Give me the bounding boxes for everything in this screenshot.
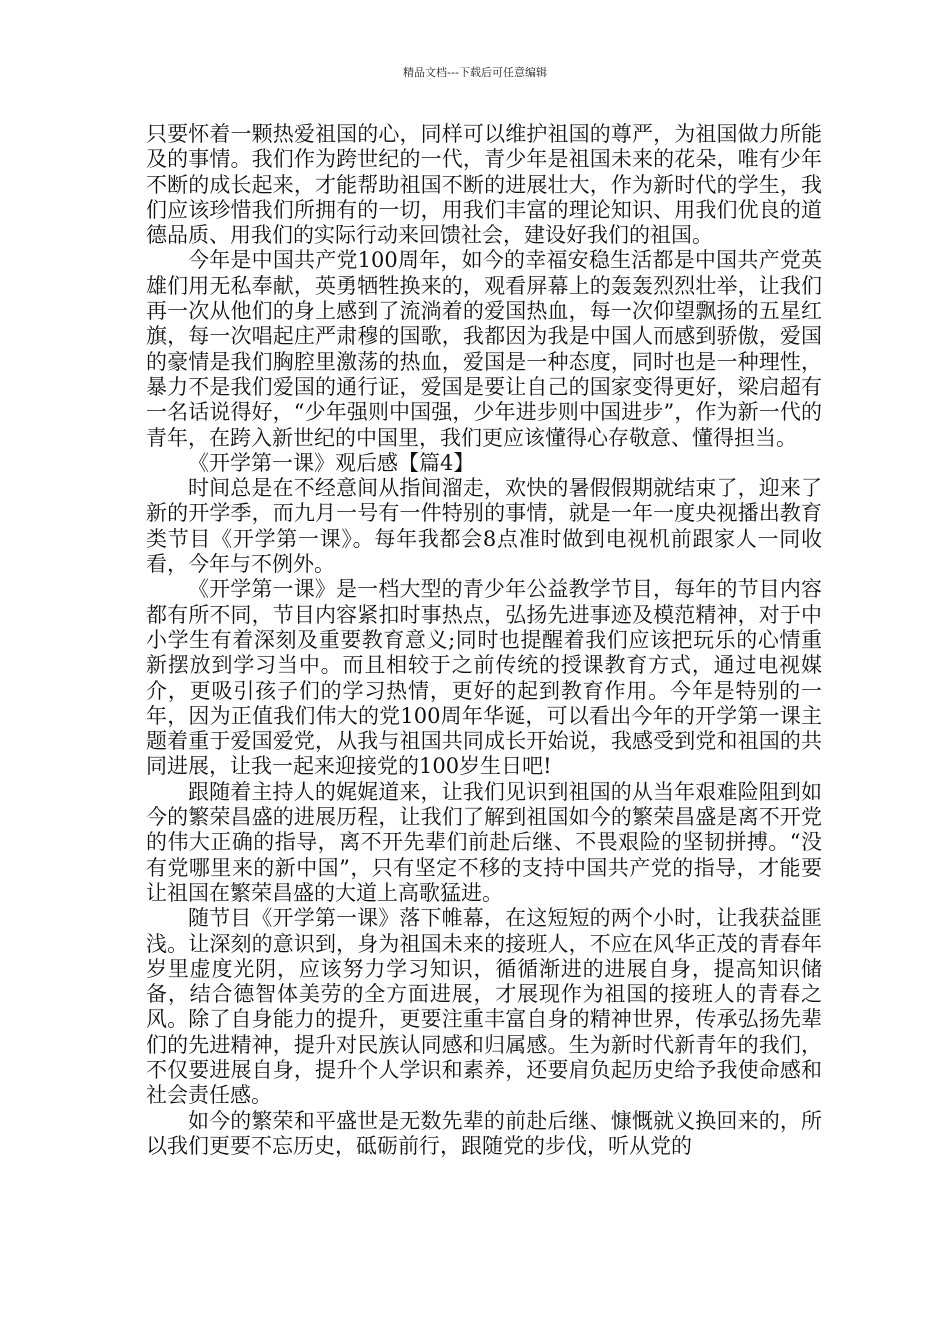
section-heading: 《开学第一课》观后感【篇4】 — [188, 450, 475, 475]
paragraph: 如今的繁荣和平盛世是无数先辈的前赴后继、慷慨就义换回来的，所以我们更要不忘历史，砥砺前行，跟随党的步伐，听从党的 — [146, 1108, 822, 1158]
page-header: 精品文档---下载后可任意编辑 — [403, 66, 547, 79]
document-body — [146, 122, 822, 1159]
paragraph: 随节目《开学第一课》落下帷幕，在这短短的两个小时，让我获益匪浅。让深刻的意识到，身为祖国未来的接班人，不应在风华正茂的青春年岁里虚度光阴，应该努力学习知识，循循渐进的进展自身，提高知识储备，结合德智体美劳的全方面进展，才展现作为祖国的接班人的青春之风。除了自身能力的提升，更要注重丰富自身的精神世界，传承弘扬先辈们的先进精神，提升对民族认同感和归属感。生为新时代新青年的我们，不仅要进展自身，提升个人学识和素养，还要肩负起历史给予我使命感和社会责任感。 — [146, 906, 822, 1108]
paragraph: 今年是中国共产党100周年，如今的幸福安稳生活都是中国共产党英雄们用无私奉献，英勇牺牲换来的，观看屏幕上的轰轰烈烈壮举，让我们再一次从他们的身上感到了流淌着的爱国热血，每一次仰望飘扬的五星红旗，每一次唱起庄严肃穆的国歌，我都因为我是中国人而感到骄傲，爱国的豪情是我们胸腔里激荡的热血，爱国是一种态度，同时也是一种理性，暴力不是我们爱国的通行证，爱国是要让自己的国家变得更好，梁启超有一名话说得好，“少年强则中国强，少年进步则中国进步”，作为新一代的青年，在跨入新世纪的中国里，我们更应该懂得心存敬意、懂得担当。 — [146, 248, 822, 450]
paragraph: 跟随着主持人的娓娓道来，让我们见识到祖国的从当年艰难险阻到如今的繁荣昌盛的进展历程，让我们了解到祖国如今的繁荣昌盛是离不开党的伟大正确的指导，离不开先辈们前赴后继、不畏艰险的坚韧拼搏。“没有党哪里来的新中国”，只有坚定不移的支持中国共产党的指导，才能要让祖国在繁荣昌盛的大道上高歌猛进。 — [146, 779, 822, 905]
paragraph: 时间总是在不经意间从指间溜走，欢快的暑假假期就结束了，迎来了新的开学季，而九月一号有一件特别的事情，就是一年一度央视播出教育类节目《开学第一课》。每年我都会8点准时做到电视机前跟家人一同收看，今年与不例外。 — [146, 476, 822, 577]
paragraph-continued: 只要怀着一颗热爱祖国的心，同样可以维护祖国的尊严，为祖国做力所能及的事情。我们作为跨世纪的一代，青少年是祖国未来的花朵，唯有少年不断的成长起来，才能帮助祖国不断的进展壮大，作为新时代的学生，我们应该珍惜我们所拥有的一切，用我们丰富的理论知识、用我们优良的道德品质、用我们的实际行动来回馈社会，建设好我们的祖国。 — [146, 122, 822, 248]
paragraph: 《开学第一课》是一档大型的青少年公益教学节目，每年的节目内容都有所不同，节目内容紧扣时事热点，弘扬先进事迹及模范精神，对于中小学生有着深刻及重要教育意义;同时也提醒着我们应该把玩乐的心情重新摆放到学习当中。而且相较于之前传统的授课教育方式，通过电视媒介，更吸引孩子们的学习热情，更好的起到教育作用。今年是特别的一年，因为正值我们伟大的党100周年华诞，可以看出今年的开学第一课主题着重于爱国爱党，从我与祖国共同成长开始说，我感受到党和祖国的共同进展，让我一起来迎接党的100岁生日吧! — [146, 577, 822, 779]
